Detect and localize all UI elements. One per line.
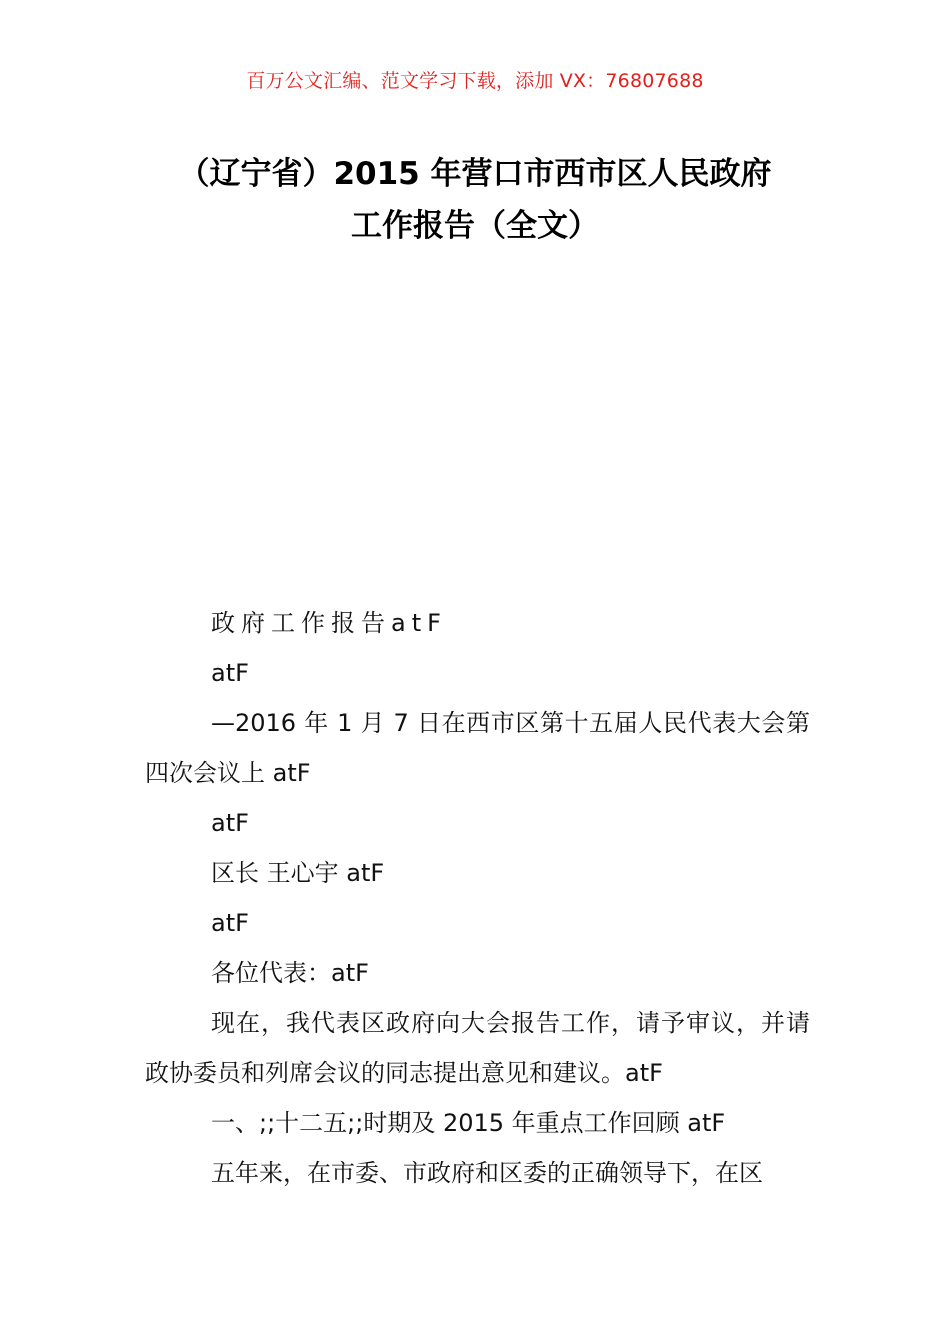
title-line-1: （辽宁省）2015 年营口市西市区人民政府 — [178, 156, 772, 192]
document-body — [145, 598, 810, 1198]
document-title — [0, 148, 950, 252]
author-line: 区长 王心宇 atF — [211, 859, 385, 887]
report-heading: 政府工作报告atF — [211, 609, 447, 637]
body-paragraph: 现在，我代表区政府向大会报告工作，请予审议，并请政协委员和列席会议的同志提出意见和建议。atF — [145, 1009, 810, 1087]
title-line-2: 工作报告（全文） — [351, 208, 599, 244]
body-paragraph: 五年来，在市委、市政府和区委的正确领导下，在区 — [211, 1159, 763, 1187]
body-paragraph: atF — [211, 909, 249, 937]
body-paragraph: atF — [211, 659, 249, 687]
meeting-info-paragraph: —2016 年 1 月 7 日在西市区第十五届人民代表大会第四次会议上 atF — [145, 709, 810, 787]
header-watermark-note: 百万公文汇编、范文学习下载，添加 VX：76807688 — [246, 70, 704, 92]
body-paragraph: atF — [211, 809, 249, 837]
section-heading: 一、;;十二五;;时期及 2015 年重点工作回顾 atF — [211, 1109, 726, 1137]
salutation: 各位代表：atF — [211, 959, 369, 987]
